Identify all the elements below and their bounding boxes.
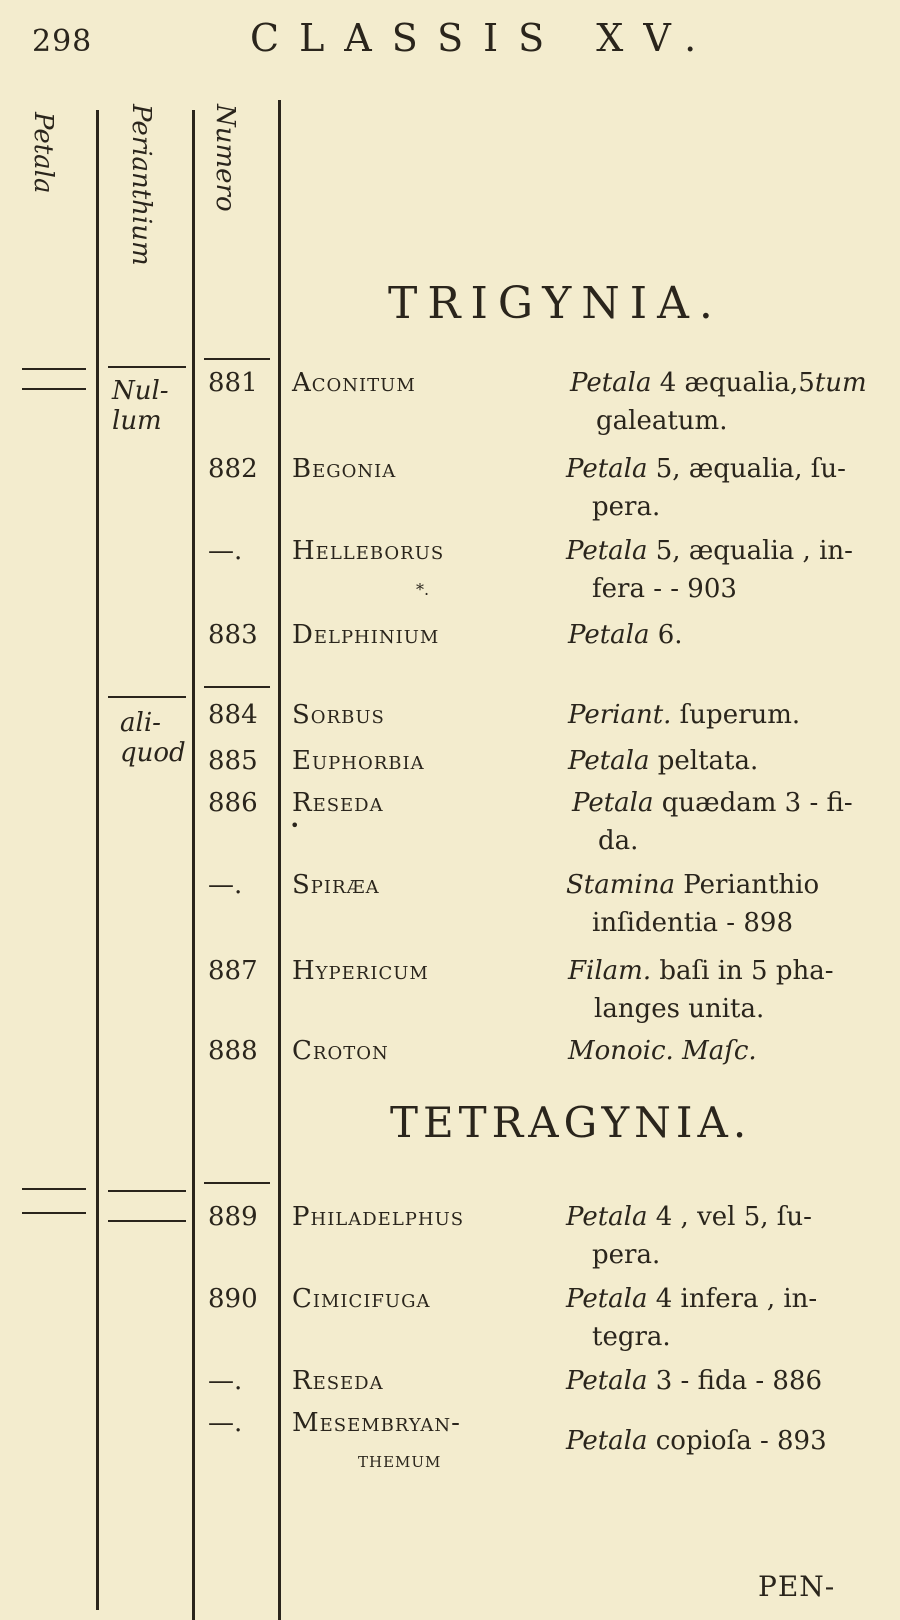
rule xyxy=(22,1188,86,1190)
genus-name: Aconitum xyxy=(292,368,416,398)
genus-name: Helleborus xyxy=(292,536,445,566)
catchword: PEN- xyxy=(758,1570,836,1603)
column-rule-2 xyxy=(192,110,195,1620)
genus-name: Mesembryan- xyxy=(292,1408,461,1438)
column-header-numero: Numero xyxy=(210,104,240,212)
entry-description: Monoic. Maſc. xyxy=(568,1036,757,1066)
entry-description: Petala 5, æqualia, ſu- pera. xyxy=(566,454,846,522)
rule xyxy=(108,366,186,368)
entry-number: 885 xyxy=(208,746,258,776)
rule xyxy=(204,358,270,360)
entry-number: 887 xyxy=(208,956,258,986)
column-header-petala: Petala xyxy=(28,112,58,194)
entry-number: 881 xyxy=(208,368,258,398)
entry-number: —. xyxy=(208,1408,243,1438)
rule xyxy=(108,1190,186,1192)
printer-mark: *. xyxy=(416,580,430,599)
section-heading-tetragynia: TETRAGYNIA. xyxy=(390,1098,752,1147)
page-number: 298 xyxy=(32,24,93,59)
printer-mark: • xyxy=(290,816,300,835)
column-rule-1 xyxy=(96,110,99,1610)
entry-description: Petala 4 æqualia,5tum galeatum. xyxy=(570,368,867,436)
entry-description: Petala 3 - fida - 886 xyxy=(566,1366,823,1396)
genus-name: Croton xyxy=(292,1036,389,1066)
genus-name: Euphorbia xyxy=(292,746,425,776)
entry-number: 886 xyxy=(208,788,258,818)
entry-description: Petala 6. xyxy=(568,620,683,650)
entry-description: Petala peltata. xyxy=(568,746,759,776)
entry-number: 889 xyxy=(208,1202,258,1232)
entry-number: 888 xyxy=(208,1036,258,1066)
genus-name: Reseda xyxy=(292,1366,384,1396)
entry-number: 890 xyxy=(208,1284,258,1314)
entry-number: 883 xyxy=(208,620,258,650)
entry-number: 884 xyxy=(208,700,258,730)
section-heading-trigynia: TRIGYNIA. xyxy=(388,278,723,329)
entry-number: —. xyxy=(208,1366,243,1396)
rule xyxy=(108,1220,186,1222)
genus-name: Spiræa xyxy=(292,870,380,900)
entry-number: 882 xyxy=(208,454,258,484)
rule xyxy=(22,388,86,390)
perianth-label-nullum: Nul- lum xyxy=(112,376,169,436)
genus-name: Sorbus xyxy=(292,700,385,730)
genus-name: Reseda xyxy=(292,788,384,818)
entry-number: —. xyxy=(208,870,243,900)
genus-name-continuation: themum xyxy=(358,1448,442,1473)
genus-name: Philadelphus xyxy=(292,1202,465,1232)
genus-name: Cimicifuga xyxy=(292,1284,431,1314)
entry-description: Petala 4 , vel 5, ſu- pera. xyxy=(566,1202,812,1270)
entry-description: Filam. baſi in 5 pha- langes unita. xyxy=(568,956,834,1024)
entry-description: Petala 4 infera , in- tegra. xyxy=(566,1284,818,1352)
running-head: CLASSIS XV. xyxy=(250,16,717,60)
rule xyxy=(22,1212,86,1214)
entry-description: Stamina Perianthio inſidentia - 898 xyxy=(566,870,820,938)
entry-description: Petala quædam 3 - fi- da. xyxy=(572,788,853,856)
column-header-perianthium: Perianthium xyxy=(126,104,156,266)
genus-name: Delphinium xyxy=(292,620,440,650)
entry-description: Petala copioſa - 893 xyxy=(566,1426,827,1456)
entry-description: Petala 5, æqualia , in- fera - - 903 xyxy=(566,536,853,604)
rule xyxy=(204,1182,270,1184)
perianth-label-aliquod: ali- quod xyxy=(120,708,186,768)
genus-name: Hypericum xyxy=(292,956,429,986)
rule xyxy=(108,696,186,698)
entry-description: Periant. ſuperum. xyxy=(568,700,801,730)
rule xyxy=(204,686,270,688)
genus-name: Begonia xyxy=(292,454,397,484)
rule xyxy=(22,368,86,370)
column-rule-3 xyxy=(278,100,281,1620)
entry-number: —. xyxy=(208,536,243,566)
